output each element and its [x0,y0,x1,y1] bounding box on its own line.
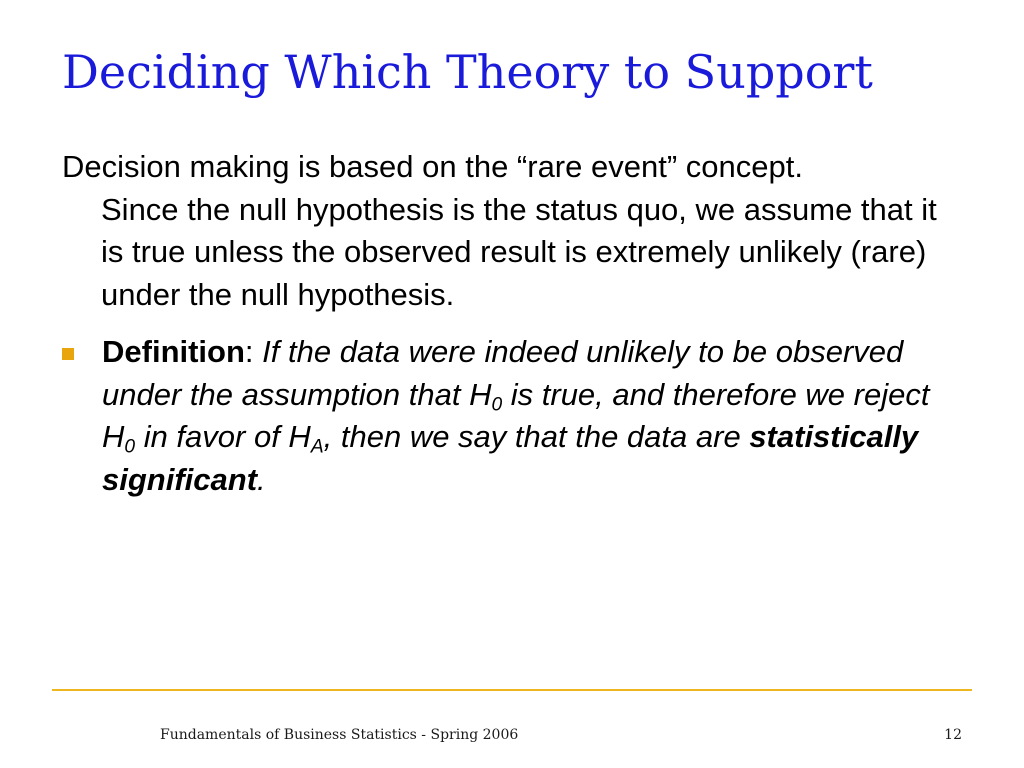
footer-course-title: Fundamentals of Business Statistics - Spring 2006 [160,727,519,743]
definition-label: Definition [102,334,245,369]
definition-text-3: in favor of H [135,419,311,454]
definition-text-4: , then we say that the data are [323,419,750,454]
intro-continuation: Since the null hypothesis is the status quo, we assume that it is true unless the observed result is extremely unlikely (rare) under the null hypothesis. [101,191,937,312]
definition-content [62,331,942,501]
intro-paragraph [62,146,962,316]
definition-text-1: If the data were indeed unlikely to be observed under the assumption that H [102,334,904,412]
square-bullet-icon [62,348,74,360]
subscript-a: A [310,436,324,458]
definition-colon: : [244,334,254,369]
page-number: 12 [944,727,962,743]
statistically-significant-term: statistically significant [102,419,919,497]
footer-divider [52,689,972,691]
intro-first-line: Decision making is based on the “rare event” concept. [62,149,803,184]
subscript-zero-1: 0 [491,393,503,415]
definition-end: . [257,461,266,497]
subscript-zero-2: 0 [124,436,136,458]
definition-bullet [62,331,942,501]
slide-title: Deciding Which Theory to Support [62,45,873,99]
definition-text-2: is true, and therefore we reject H [102,376,930,454]
